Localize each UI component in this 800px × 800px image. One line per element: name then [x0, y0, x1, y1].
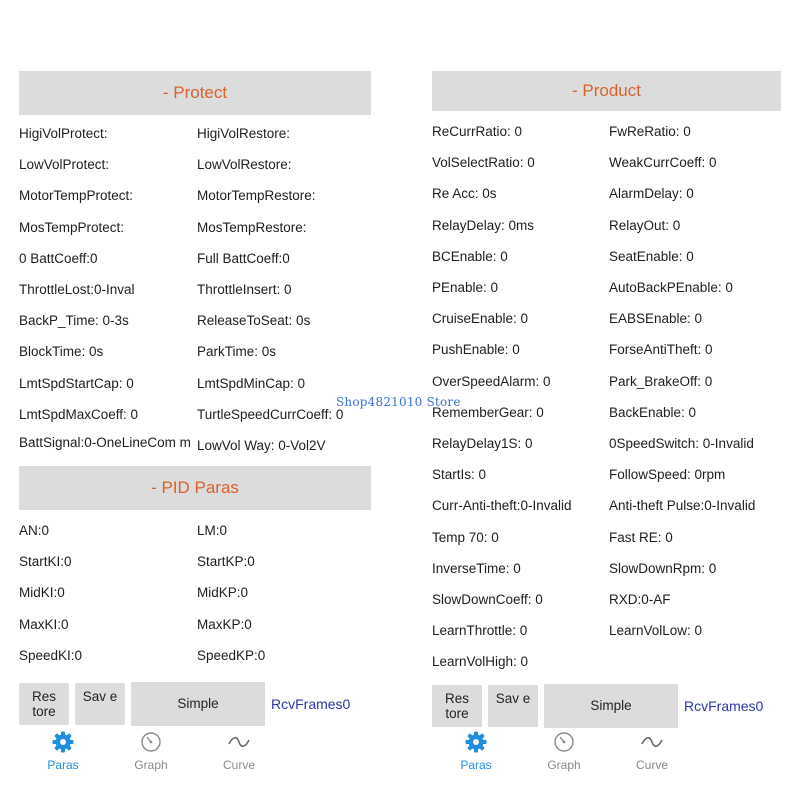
product-section-header[interactable]	[432, 71, 781, 111]
param-cell[interactable]: MidKP:0	[197, 585, 249, 601]
param-cell[interactable]: StartIs: 0	[432, 467, 487, 483]
param-cell[interactable]: AN:0	[19, 523, 50, 539]
param-cell[interactable]: LowVolRestore:	[197, 157, 292, 173]
rcv-frames-label: RcvFrames0	[684, 698, 764, 714]
right-tab-bar	[432, 730, 696, 772]
param-cell[interactable]: RelayOut: 0	[609, 217, 681, 233]
param-row	[432, 116, 790, 147]
param-cell[interactable]: 0 BattCoeff:0	[19, 250, 98, 266]
param-cell[interactable]: LearnThrottle: 0	[432, 623, 528, 639]
param-cell[interactable]: LmtSpdStartCap: 0	[19, 375, 134, 391]
param-cell[interactable]: ThrottleInsert: 0	[197, 282, 292, 298]
param-row	[19, 118, 380, 149]
param-cell[interactable]: LM:0	[197, 523, 228, 539]
product-params-grid	[432, 116, 790, 677]
param-cell[interactable]: LmtSpdMinCap: 0	[197, 375, 306, 391]
param-cell[interactable]: Anti-theft Pulse:0-Invalid	[609, 498, 756, 514]
param-cell[interactable]: RememberGear: 0	[432, 404, 544, 420]
param-cell[interactable]: ForseAntiTheft: 0	[609, 342, 713, 358]
param-row	[432, 241, 790, 272]
wave-icon	[640, 730, 664, 754]
gear-icon	[464, 730, 488, 754]
param-row	[19, 368, 380, 399]
restore-button[interactable]: Res tore	[432, 685, 482, 727]
param-cell[interactable]: LmtSpdMaxCoeff: 0	[19, 406, 139, 422]
param-row	[432, 147, 790, 178]
tab-graph-label: Graph	[547, 758, 581, 772]
param-cell[interactable]: SlowDownRpm: 0	[609, 560, 717, 576]
param-cell[interactable]: MotorTempProtect:	[19, 188, 134, 204]
param-row	[432, 428, 790, 459]
pid-params-grid	[19, 515, 380, 671]
param-cell[interactable]: ReleaseToSeat: 0s	[197, 313, 311, 329]
gauge-icon	[552, 730, 576, 754]
param-cell[interactable]: 0SpeedSwitch: 0-Invalid	[609, 435, 754, 451]
param-cell[interactable]: OverSpeedAlarm: 0	[432, 373, 551, 389]
protect-params-grid	[19, 118, 380, 461]
param-cell[interactable]: Temp 70: 0	[432, 529, 499, 545]
left-screen	[10, 0, 380, 800]
param-row	[19, 515, 380, 546]
gauge-icon	[139, 730, 163, 754]
tab-paras[interactable]	[432, 730, 520, 772]
param-cell[interactable]: PEnable: 0	[432, 280, 499, 296]
tab-curve-label: Curve	[635, 758, 668, 772]
simple-button[interactable]: Simple	[131, 682, 265, 726]
param-cell[interactable]: RelayDelay1S: 0	[432, 435, 533, 451]
param-cell[interactable]: FollowSpeed: 0rpm	[609, 467, 726, 483]
param-cell[interactable]: ThrottleLost:0-Inval	[19, 282, 135, 298]
param-row	[432, 521, 790, 552]
param-cell[interactable]: RXD:0-AF	[609, 591, 671, 607]
tab-graph-label: Graph	[134, 758, 168, 772]
param-cell[interactable]: SpeedKI:0	[19, 647, 83, 663]
param-cell[interactable]: AutoBackPEnable: 0	[609, 280, 733, 296]
param-cell[interactable]: StartKI:0	[19, 554, 72, 570]
param-row	[19, 180, 380, 211]
param-row	[432, 397, 790, 428]
protect-section-header[interactable]	[19, 71, 371, 115]
param-cell[interactable]: Re Acc: 0s	[432, 186, 497, 202]
param-cell[interactable]: BCEnable: 0	[432, 248, 508, 264]
param-row	[19, 430, 380, 461]
param-row	[19, 640, 380, 671]
param-row	[19, 212, 380, 243]
tab-curve[interactable]	[195, 730, 283, 772]
right-button-bar	[432, 684, 763, 728]
param-row	[432, 646, 790, 677]
param-cell[interactable]: BlockTime: 0s	[19, 344, 104, 360]
save-button[interactable]: Sav e	[75, 683, 125, 725]
param-row	[432, 334, 790, 365]
param-cell[interactable]: BackP_Time: 0-3s	[19, 313, 129, 329]
param-cell[interactable]: MotorTempRestore:	[197, 188, 316, 204]
protect-header-label: - Protect	[162, 83, 228, 102]
param-cell[interactable]: BattSignal:0-OneLineCom m	[19, 435, 191, 451]
tab-paras-label: Paras	[47, 758, 79, 772]
param-cell[interactable]: AlarmDelay: 0	[609, 186, 694, 202]
tab-curve-label: Curve	[222, 758, 255, 772]
param-cell[interactable]: TurtleSpeedCurrCoeff: 0	[197, 406, 344, 422]
param-cell[interactable]: MosTempProtect:	[19, 219, 125, 235]
pid-header-label: - PID Paras	[151, 478, 239, 497]
param-cell[interactable]: MaxKP:0	[197, 616, 252, 632]
param-row	[432, 459, 790, 490]
param-cell[interactable]: CruiseEnable: 0	[432, 311, 529, 327]
param-row	[432, 366, 790, 397]
param-row	[19, 274, 380, 305]
param-cell[interactable]: RelayDelay: 0ms	[432, 217, 535, 233]
param-cell[interactable]: MidKI:0	[19, 585, 65, 601]
param-cell[interactable]: MosTempRestore:	[197, 219, 307, 235]
param-row	[19, 305, 380, 336]
gear-icon	[51, 730, 75, 754]
param-cell[interactable]: StartKP:0	[197, 554, 255, 570]
wave-icon	[227, 730, 251, 754]
param-row	[19, 546, 380, 577]
tab-curve[interactable]	[608, 730, 696, 772]
param-cell[interactable]: ParkTime: 0s	[197, 344, 277, 360]
param-row	[19, 149, 380, 180]
right-screen	[425, 0, 790, 800]
param-cell[interactable]: LowVolProtect:	[19, 157, 110, 173]
param-cell[interactable]: InverseTime: 0	[432, 560, 521, 576]
param-cell[interactable]: LowVol Way: 0-Vol2V	[197, 437, 326, 453]
tab-paras[interactable]	[19, 730, 107, 772]
param-cell[interactable]: EABSEnable: 0	[609, 311, 703, 327]
param-cell[interactable]: WeakCurrCoeff: 0	[609, 155, 717, 171]
param-cell[interactable]: Fast RE: 0	[609, 529, 673, 545]
param-cell[interactable]: Full BattCoeff:0	[197, 250, 290, 266]
store-watermark: Shop4821010 Store	[336, 395, 461, 409]
rcv-frames-label: RcvFrames0	[271, 696, 351, 712]
param-cell[interactable]: SpeedKP:0	[197, 647, 266, 663]
param-cell[interactable]: Curr-Anti-theft:0-Invalid	[432, 498, 572, 514]
param-cell[interactable]: PushEnable: 0	[432, 342, 520, 358]
param-cell[interactable]: LearnVolLow: 0	[609, 623, 703, 639]
param-cell[interactable]: LearnVolHigh: 0	[432, 654, 529, 670]
left-tab-bar	[19, 730, 283, 772]
param-cell[interactable]: MaxKI:0	[19, 616, 69, 632]
param-row	[432, 490, 790, 521]
param-row	[432, 553, 790, 584]
param-row	[19, 609, 380, 640]
param-cell[interactable]: HigiVolRestore:	[197, 126, 291, 142]
left-button-bar	[19, 682, 350, 726]
param-cell[interactable]: SlowDownCoeff: 0	[432, 591, 543, 607]
tab-graph[interactable]	[520, 730, 608, 772]
tab-paras-label: Paras	[460, 758, 492, 772]
param-row	[19, 577, 380, 608]
tab-graph[interactable]	[107, 730, 195, 772]
simple-button[interactable]: Simple	[544, 684, 678, 728]
param-row	[432, 178, 790, 209]
param-cell[interactable]: SeatEnable: 0	[609, 248, 694, 264]
product-header-label: - Product	[572, 81, 641, 100]
param-cell[interactable]: Park_BrakeOff: 0	[609, 373, 713, 389]
param-row	[19, 399, 380, 430]
param-row	[432, 210, 790, 241]
param-cell[interactable]: ReCurrRatio: 0	[432, 124, 523, 140]
restore-button[interactable]: Res tore	[19, 683, 69, 725]
param-row	[19, 336, 380, 367]
param-row	[432, 272, 790, 303]
param-cell[interactable]: BackEnable: 0	[609, 404, 697, 420]
param-cell[interactable]: VolSelectRatio: 0	[432, 155, 535, 171]
param-row	[432, 303, 790, 334]
pid-section-header[interactable]	[19, 466, 371, 510]
param-row	[432, 584, 790, 615]
param-row	[19, 243, 380, 274]
param-cell[interactable]: FwReRatio: 0	[609, 124, 691, 140]
save-button[interactable]: Sav e	[488, 685, 538, 727]
param-cell[interactable]: HigiVolProtect:	[19, 126, 108, 142]
param-row	[432, 615, 790, 646]
